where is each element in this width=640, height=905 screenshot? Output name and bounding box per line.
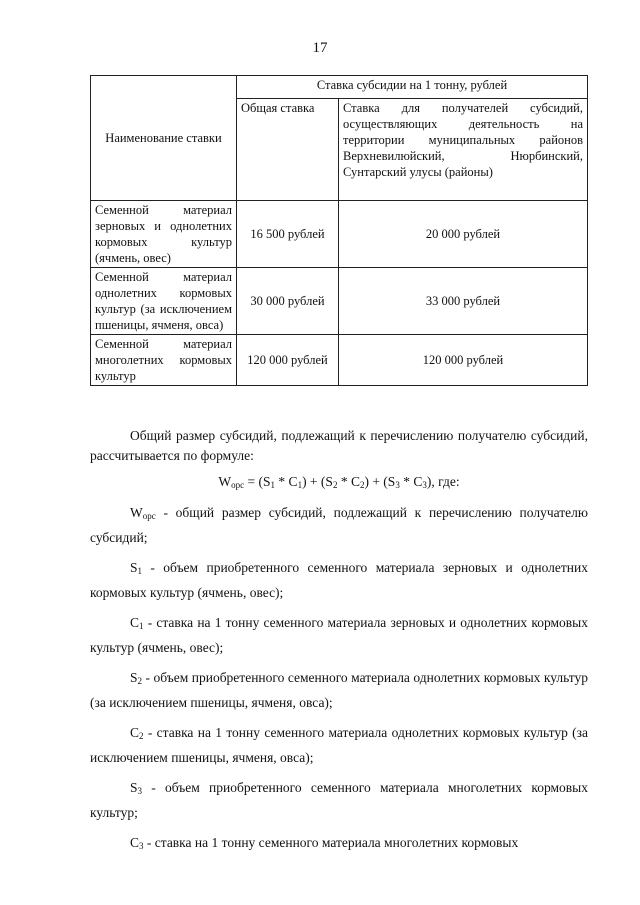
definition-s2: $S_2$ - объем приобретенного семенного материала однолетних кормовых культур (за исключением пшеницы, ячменя, овса);	[90, 670, 588, 710]
row-special-cell: 120 000 рублей	[339, 335, 588, 386]
row-general-cell: 16 500 рублей	[237, 201, 339, 268]
definition-c3: $C_3$ - ставка на 1 тонну семенного материала многолетних кормовых	[130, 835, 519, 851]
rate-name-header: Наименование ставки	[91, 76, 237, 201]
rate-group-header: Ставка субсидии на 1 тонну, рублей	[237, 76, 588, 99]
body-text	[90, 426, 588, 857]
subsidy-rates-table	[90, 75, 588, 386]
formula: $W_{орс} = (S_1 * C_1) + (S_2 * C_2) + (S_3 * C_3)$, где:	[218, 474, 460, 490]
row-name-cell: Семенной материал многолетних кормовых культур	[91, 335, 237, 386]
row-special-cell: 33 000 рублей	[339, 268, 588, 335]
row-name-cell: Семенной материал зерновых и однолетних кормовых культур (ячмень, овес)	[91, 201, 237, 268]
table-header-row	[91, 76, 588, 99]
definition-s1: $S_1$ - объем приобретенного семенного материала зерновых и однолетних кормовых культур (ячмень, овес);	[90, 560, 588, 600]
page-number: 17	[312, 40, 328, 56]
general-rate-header: Общая ставка	[237, 99, 339, 201]
definition-s3: $S_3$ - объем приобретенного семенного материала многолетних кормовых культур;	[90, 780, 588, 820]
row-general-cell: 120 000 рублей	[237, 335, 339, 386]
row-special-cell: 20 000 рублей	[339, 201, 588, 268]
formula-intro: Общий размер субсидий, подлежащий к перечислению получателю субсидий, рассчитывается по формуле:	[90, 428, 588, 463]
table-row	[91, 201, 588, 268]
table-row	[91, 268, 588, 335]
definition-w-orc: $W_{орс}$ - общий размер субсидий, подлежащий к перечислению получателю субсидий;	[90, 505, 588, 545]
row-general-cell: 30 000 рублей	[237, 268, 339, 335]
table-row	[91, 335, 588, 386]
row-name-cell: Семенной материал однолетних кормовых культур (за исключением пшеницы, ячменя, овса)	[91, 268, 237, 335]
special-rate-header: Ставка для получателей субсидий, осуществляющих деятельность на территории муниципальных районов Верхневилюйский, Нюрбинский, Сунтарский улусы (районы)	[339, 99, 588, 201]
definition-c2: $C_2$ - ставка на 1 тонну семенного материала однолетних кормовых культур (за исключением пшеницы, ячменя, овса);	[90, 725, 588, 765]
definition-c1: $C_1$ - ставка на 1 тонну семенного материала зерновых и однолетних кормовых культур (ячмень, овес);	[90, 615, 588, 655]
